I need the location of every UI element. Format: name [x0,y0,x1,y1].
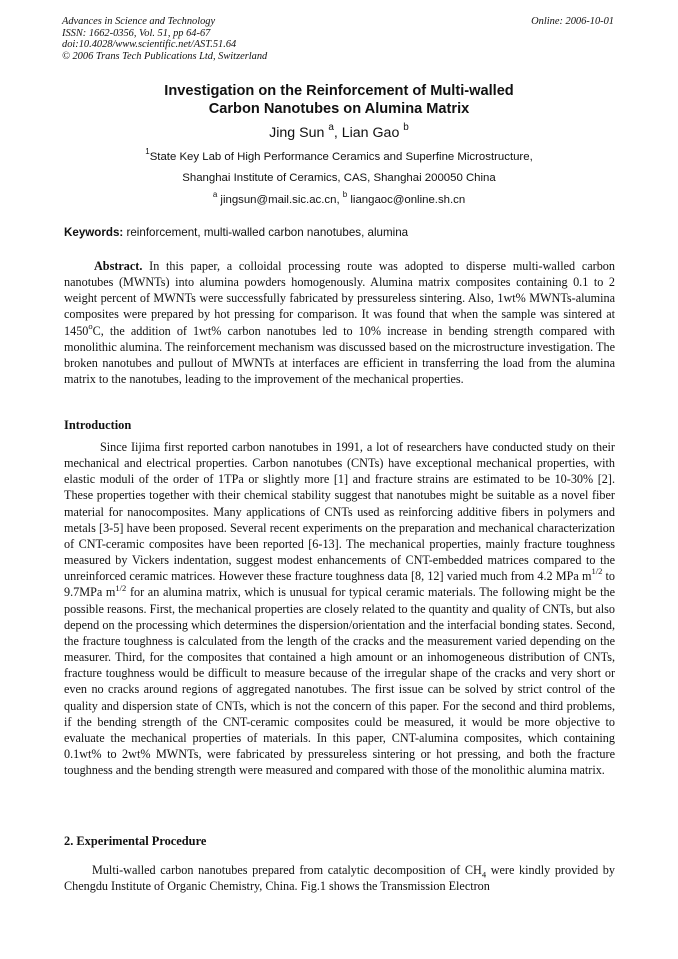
title-line-2: Carbon Nanotubes on Alumina Matrix [208,100,470,117]
keywords-label: Keywords: [64,226,124,239]
exponent-2: 1/2 [115,582,127,593]
abstract-paragraph: Abstract. In this paper, a colloidal processing route was adopted to disperse multi-walled carbon nanotubes (MWNTs) into alumina powders homogenously. Alumina matrix composites containing 0.1 to 2 weight percent of MWNTs were successfully fabricated by pressureless sintering. Also, 1wt% MWNTs-alumina composites were prepared by hot pressing for comparison. It was found that when the sample was sintered at 1450$^o$C, the addition of 1wt% carbon nanotubes led to 10% increase in bending strength compared with monolithic alumina. The reinforcement mechanism was discussed based on the microstructure investigation. The broken nanotubes and pullout of MWNTs at interfaces are efficient in transferring the load from the alumina matrix to the nanotubes, leading to the improvement of the mechanical properties. [64,259,615,387]
email-b-link[interactable]: liangaoc@online.sh.cn [350,194,466,206]
doi-line: doi:10.4028/www.scientific.net/AST.51.64 [62,39,237,50]
author-separator: , [333,125,342,141]
author-2: Lian Gao [341,125,400,141]
email-line [0,190,678,207]
affiliation-line-2: Shanghai Institute of Ceramics, CAS, Shanghai 200050 China [182,172,496,184]
email-a-sup: a [212,190,218,200]
degree-sup: o [88,320,93,331]
journal-name: Advances in Science and Technology [62,16,216,27]
ch4-subscript: 4 [481,869,487,880]
intro-paragraph: Since Iijima first reported carbon nanotubes in 1991, a lot of researchers have conducted study on their mechanical and electrical properties. Carbon nanotubes (CNTs) have exceptional mechanical properties, with elastic moduli of the order of 1TPa or slightly more [1] and fracture strains are estimated to be 10-30% [2]. These properties together with their chemical stability suggest that nanotubes might be suitable as a novel fiber material for nanocomposites. Many applications of CNTs used as reinforcing additive fibers in polymers and metals [3-5] have been proposed. Several recent experiments on the preparation and mechanical characterization of CNT-ceramic composites have been reported [6-13]. The mechanical properties, mainly fracture toughness measured by Vickers indentation, suggest modest enhancements of CNT-embedded matrices compared to the unreinforced ceramic matrices. However these fracture toughness data [8, 12] varied much from 4.2 MPa $m^{1/2}$ to 9.7MPa $m^{1/2}$ for an alumina matrix, which is unusual for typical ceramic materials. The following might be the possible reasons. First, the mechanical properties are closely related to the quantity and quality of CNTs, but also depend on the processing which determines the dispersion/orientation and the interfacial bonding states. Second, the fracture toughness is calculated from the length of the cracks and the measurement varied depending on the measurer. Third, for the composites that contained a high amount or an inhomogeneous distribution of CNTs, fracture toughness would be difficult to measure because of the irregular shape of the cracks and very short or even no cracks around regions of aggregated nanotubes. The first issue can be solved by strict control of the quality and dispersion state of CNTs, which is not the concern of this paper. For the second and third problems, if the bending strength of the CNT-ceramic composites could be measured, it would be more objective to evaluate the mechanical properties of materials. In this paper, CNT-alumina composites, which containing 0.1wt% to 2wt% MWNTs, were fabricated by pressureless sintering or hot pressing, and both the fracture toughness and the bending strength were measured and compared with those of the monolithic alumina matrix. [64,440,615,778]
journal-header [62,16,614,62]
copyright-line: © 2006 Trans Tech Publications Ltd, Switzerland [62,50,268,62]
experimental-paragraph: Multi-walled carbon nanotubes prepared from catalytic decomposition of $CH_4$ were kindly provided by Chengdu Institute of Organic Chemistry, China. Fig.1 shows the Transmission Electron [64,863,615,894]
author-2-sup: b [403,122,409,134]
keywords-text: reinforcement, multi-walled carbon nanotubes, alumina [123,226,409,239]
email-b-sup: b [342,190,348,200]
issn-line: ISSN: 1662-0356, Vol. 51, pp 64-67 [62,27,211,39]
title-line-1: Investigation on the Reinforcement of Multi-walled [164,83,514,99]
affiliation-sup: 1 [145,147,150,157]
keywords [64,226,616,240]
author-list [0,124,678,142]
paper-title [0,83,678,118]
affiliation-line-1: $^1$State Key Lab of High Performance Ceramics and Superfine Microstructure, [145,147,533,163]
email-a-link[interactable]: jingsun@mail.sic.ac.cn, [220,194,343,206]
exponent-1: 1/2 [591,566,603,577]
online-date: Online: 2006-10-01 [531,16,614,27]
author-1: Jing Sun [269,125,325,141]
intro-heading: Introduction [64,418,132,432]
abstract-label: Abstract. [94,259,143,273]
author-1-sup: a [328,122,334,134]
experimental-heading: 2. Experimental Procedure [64,834,207,848]
